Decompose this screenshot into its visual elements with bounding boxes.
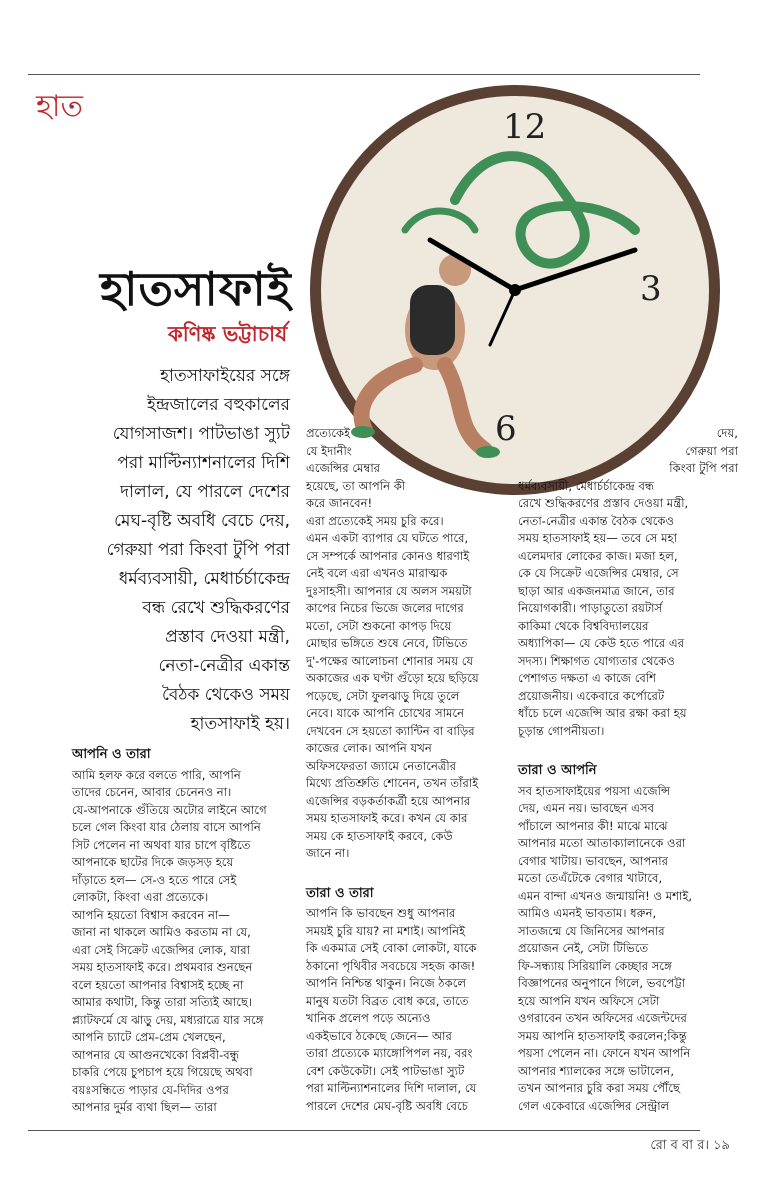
body-line: সময় হাতসাফাই করে। কখন যে কার <box>306 811 468 825</box>
body-line: বেশ কেউকেটা। সেই পাটভাঙা স্যুট <box>306 1063 465 1078</box>
body-line: গেল একেবারে এজেন্সির সেন্ট্রাল <box>518 1098 670 1113</box>
body-line: আপনার শ্যালকের সঙ্গে ভাটালেন, <box>518 1063 675 1078</box>
body-line: এরা প্রত্যেকেই সময় চুরি করে। <box>306 513 444 528</box>
page-footer: রো ব বা র। ১৯ <box>650 1138 730 1153</box>
body-line: পাঁচালে আপনার কী! মাঝে মাঝে <box>518 818 668 833</box>
body-line: সব হাতসাফাইয়ের পয়সা এজেন্সি <box>518 783 671 798</box>
body-line: অফিসফেরতা জ্যামে নেতানেত্রীর <box>306 758 457 773</box>
body-line: অধ্যাপিকা— যে কেউ হতে পারে এর <box>518 636 685 650</box>
body-line: আমার কথাটা, কিন্তু তারা সত্যিই আছে। <box>72 995 253 1009</box>
body-line: এজেন্সির মেম্বার <box>306 461 381 475</box>
body-line: ঠকানো পৃথিবীর সবচেয়ে সহজ কাজ! <box>306 958 476 973</box>
body-line: কাকিমা থেকে বিশ্ববিদ্যালয়ের <box>518 618 649 633</box>
body-line: ফি-সন্ধ্যায় সিরিয়ালি কেচ্ছার সঙ্গে <box>518 958 672 973</box>
lead-line: ধর্মব্যবসায়ী, মেধার্চর্চাকেন্দ্র <box>118 569 290 589</box>
body-line: বয়ঃসন্ধিতে পাড়ার যে-দিদির ওপর <box>72 1082 229 1097</box>
body-line: প্রত্যেকেই <box>306 426 351 440</box>
lead-line: বৈঠক থেকেও সময় <box>162 685 290 705</box>
lead-line: হাতসাফাইয়ের সঙ্গে <box>160 366 290 386</box>
body-line: পেশাগত দক্ষতা এ কাজে বেশি <box>518 671 657 685</box>
lead-line: বন্ধ রেখে শুদ্ধিকরণের <box>142 598 290 618</box>
column-2 <box>306 425 512 1115</box>
lead-line: গেরুয়া পরা কিংবা টুপি পরা <box>106 540 290 560</box>
body-line: গেরুয়া পরা <box>685 443 738 458</box>
body-line: খানিক প্রলেপ পড়ে অন্যেও <box>306 1011 431 1025</box>
article-author: কণিষ্ক ভট্টাচার্য <box>168 322 288 346</box>
body-line: মিথ্যে প্রতিশ্রুতি শোনেন, তখন তাঁরাই <box>306 776 479 790</box>
body-line: সময়ই চুরি যায়? না মশাই। আপনিই <box>306 923 466 938</box>
body-line: দু'-পক্ষের আলোচনা শোনার সময় যে <box>306 653 474 668</box>
subheading-apni-o-tara: আপনি ও তারা <box>72 747 151 762</box>
body-line: নিয়োগকারী। পাড়াতুতো রয়টার্স <box>518 601 663 615</box>
body-line: সময় হাতসাফাই করে। প্রথমবার শুনছেন <box>72 960 253 974</box>
column-3 <box>518 425 738 1115</box>
article-title: হাতসাফাই <box>100 262 292 316</box>
body-line: কিংবা টুপি পরা <box>669 461 738 475</box>
body-line: প্রয়োজনীয়। একেবারে কর্পোরেট <box>518 688 665 703</box>
body-line: ওগরাবেন তখন অফিসের এজেন্টদের <box>518 1011 687 1025</box>
body-line: সাতজন্মে যে জিনিসের আপনার <box>518 923 665 938</box>
body-line: ছাড়া আর একজনমাত্র জানে, তার <box>518 583 675 598</box>
body-line: মতো তেএঁটেকে বেগার খাটাবে, <box>518 871 663 885</box>
body-line: কে যে সিক্রেট এজেন্সির মেম্বার, সে <box>518 566 679 580</box>
footer-rule <box>28 1130 700 1131</box>
body-line: নেবে। যাকে আপনি চোখের সামনে <box>306 706 465 720</box>
lead-line: দালাল, যে পারলে দেশের <box>120 482 290 502</box>
body-line: প্রয়োজন নেই, সেটা টিভিতে <box>518 941 649 955</box>
body-line: ধাঁচে চলে এজেন্সি আর রক্ষা করা হয় <box>518 706 687 720</box>
body-line: হয়ে আপনি যখন অফিসে সেটা <box>518 993 660 1008</box>
section-label: হাত <box>36 89 83 124</box>
lead-line: মেঘ-বৃষ্টি অবধি বেচে দেয়, <box>114 511 290 531</box>
body-line: আপনি নিশ্চিন্ত থাকুন। নিজে ঠকলে <box>306 976 467 990</box>
lead-line: হাতসাফাই হয়। <box>190 714 290 734</box>
body-line: মানুষ যতটা বিব্রত বোধ করে, তাতে <box>306 993 469 1008</box>
lead-paragraph <box>56 362 290 739</box>
body-line: আপনার দুর্মর ব্যথা ছিল— তারা <box>72 1100 217 1114</box>
body-line: দেয়, এমন নয়। ভাবছেন এসব <box>518 801 655 815</box>
body-line: চলে গেল কিংবা যার ঠেলায় বাসে আপনি <box>72 820 261 834</box>
body-line: মতো, সেটা শুকনো কাপড় দিয়ে <box>306 618 452 633</box>
subheading-tara-o-apni: তারা ও আপনি <box>518 763 597 778</box>
body-line: যে-আপনাকে গুঁতিয়ে অটোর লাইনে আগে <box>72 802 267 817</box>
body-line: কাজের লোক। আপনি যখন <box>306 741 432 755</box>
body-line: দুঃসাহসী। আপনার যে অলস সময়টা <box>306 583 472 598</box>
lead-line: পরা মাল্টিন্যাশনালের দিশি <box>117 453 290 473</box>
body-line: পড়েছে, সেটা ফুলঝাড়ু দিয়ে তুলে <box>306 688 460 703</box>
subheading-tara-o-tara: তারা ও তারা <box>306 885 374 901</box>
body-line: এজেন্সির বড়কর্তাকর্ত্রী হয়ে আপনার <box>306 793 471 808</box>
body-line: সে সম্পর্কে আপনার কোনও ধারণাই <box>306 548 470 563</box>
body-line: আমিও এমনই ভাবতাম। ধরুন, <box>518 906 657 920</box>
body-line: জানে না। <box>306 846 350 860</box>
numeral-3: 3 <box>640 269 662 309</box>
column-1 <box>72 738 296 1117</box>
body-line: নেতা-নেত্রীর একান্ত বৈঠক থেকেও <box>518 513 675 528</box>
body-line: হয়েছে, তা আপনি কী <box>306 478 406 493</box>
lead-line: নেতা-নেত্রীর একান্ত <box>158 656 290 676</box>
body-line: পারলে দেশের মেঘ-বৃষ্টি অবধি বেচে <box>306 1098 468 1113</box>
lead-line: যোগসাজশ। পাটভাঙা স্যুট <box>112 424 290 444</box>
body-line: আপনি কি ভাবছেন শুধু আপনার <box>306 906 456 920</box>
body-line: প্ল্যাটফর্মে যে ঝাড়ু দেয়, মধ্যরাত্রে যার সঙ্গে <box>72 1012 264 1027</box>
body-line: তাদের চেনেন, আবার চেনেনও না। <box>72 785 232 799</box>
body-line: ধর্মব্যবসায়ী, মেধার্চর্চাকেন্দ্র বন্ধ <box>518 478 655 493</box>
body-line: চূড়ান্ত গোপনীয়তা। <box>518 723 605 738</box>
body-line: সদস্য। শিক্ষাগত যোগ্যতার থেকেও <box>518 653 675 668</box>
body-line: এরা সেই সিক্রেট এজেন্সির লোক, যারা <box>72 942 250 957</box>
body-line: আমি হলফ করে বলতে পারি, আপনি <box>72 767 241 782</box>
body-line: পয়সা পেলেন না। ফোনে যখন আপনি <box>518 1046 691 1060</box>
body-line: এমন একটা ব্যাপার যে ঘটতে পারে, <box>306 531 469 545</box>
body-line: তখন আপনার চুরি করা সময় পৌঁছে <box>518 1081 681 1095</box>
body-line: আপনি চ্যাটে প্রেম-প্রেম খেলছেন, <box>72 1030 226 1044</box>
body-line: বেগার খাটায়। ভাবছেন, আপনার <box>518 853 668 868</box>
body-line: সময় হাতসাফাই হয়— তবে সে মহা <box>518 531 677 545</box>
body-line: যে ইদানীং <box>306 443 352 458</box>
body-line: এলেমদার লোকের কাজ। মজা হল, <box>518 548 678 563</box>
body-line: মোছার ভঙ্গিতে শুষে নেবে, টিভিতে <box>306 636 468 650</box>
body-line: কি একমাত্র সেই বোকা লোকটা, যাকে <box>306 941 477 955</box>
body-line: সময় আপনি হাতসাফাই করলেন;কিন্তু <box>518 1028 687 1043</box>
body-line: সিট পেলেন না অথবা যার চাপে বৃষ্টিতে <box>72 837 251 852</box>
body-line: আপনার যে আগুনখেকো বিপ্লবী-বন্ধু <box>72 1047 239 1062</box>
lead-line: প্রস্তাব দেওয়া মন্ত্রী, <box>165 627 290 647</box>
body-line: লোকটা, কিংবা এরা প্রত্যেকে। <box>72 890 209 904</box>
header-rule <box>28 74 700 75</box>
body-line: আপনার মতো আতাক্যালানেকে ওরা <box>518 836 686 850</box>
clock-center <box>509 284 521 296</box>
body-line: বিজ্ঞাপনের অনুপানে গিলে, ভবপেট্টা <box>518 976 686 990</box>
body-line: অকাজের এক ঘণ্টা গুঁড়ো হয়ে ছড়িয়ে <box>306 671 479 685</box>
body-line: কাপের নিচের ভিজে জলের দাগের <box>306 601 464 615</box>
body-line: দেখবেন সে হয়তো ক্যান্টিন বা বাড়ির <box>306 723 475 738</box>
body-line: এমন বান্দা এখনও জন্মায়নি! ও মশাই, <box>518 888 693 903</box>
lead-line: ইন্দ্রজালের বহুকালের <box>147 395 290 415</box>
body-line: একইভাবে ঠকেছে জেনে— আর <box>306 1028 452 1043</box>
body-line: তারা প্রত্যেকে ম্যাঙ্গোপিপল নয়, বরং <box>306 1046 473 1060</box>
numeral-6: 6 <box>495 409 517 449</box>
body-line: সময় কে হাতসাফাই করবে, কেউ <box>306 828 453 843</box>
body-line: দাঁড়াতে হল— সে-ও হতে পারে সেই <box>72 872 237 887</box>
body-line: আপনাকে ছাটের দিকে জড়সড় হয়ে <box>72 855 234 869</box>
body-line: নেই বলে এরা এখনও মারাত্মক <box>306 566 448 580</box>
body-line: চাকরি পেয়ে চুপচাপ হয়ে গিয়েছে অথবা <box>72 1065 253 1079</box>
body-line: পরা মাল্টিন্যাশনালের দিশি দালাল, যে <box>306 1081 477 1095</box>
body-line: রেখে শুদ্ধিকরণের প্রস্তাব দেওয়া মন্ত্রী, <box>518 496 689 510</box>
numeral-12: 12 <box>503 107 547 147</box>
body-line: দেয়, <box>716 426 738 440</box>
body-line: আপনি হয়তো বিশ্বাস করবেন না— <box>72 907 230 922</box>
body-line: করে জানবেন! <box>306 496 373 510</box>
body-line: বলে হয়তো আপনার বিশ্বাসই হচ্ছে না <box>72 977 244 992</box>
body-line: জানা না থাকলে আমিও করতাম না যে, <box>72 925 251 939</box>
